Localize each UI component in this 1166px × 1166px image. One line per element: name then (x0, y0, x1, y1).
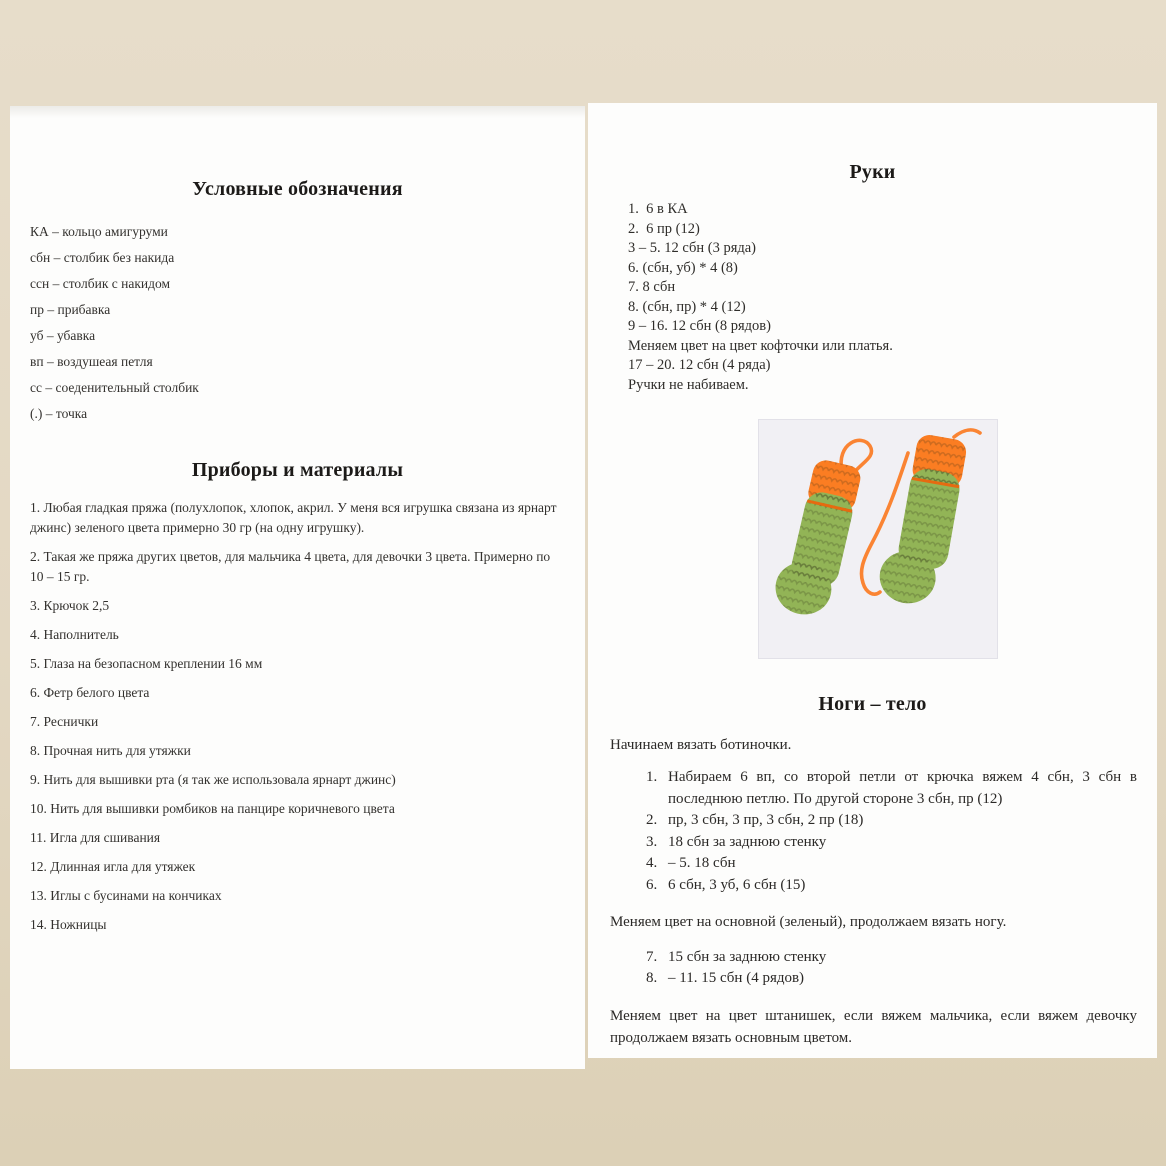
legend-title: Условные обозначения (192, 178, 403, 200)
materials-item: 13. Иглы с бусинами на кончиках (30, 888, 222, 903)
legend-item: сс – соеденительный столбик (30, 380, 199, 395)
legs-color-note-2: Меняем цвет на цвет штанишек, если вяжем мальчика, если вяжем девочку продолжаем вязать основным цветом. (610, 1007, 1137, 1046)
legs-section-title: Ноги – тело (818, 693, 927, 715)
legend-list (10, 219, 585, 427)
step-text: 15 сбн за заднюю стенку (668, 948, 827, 965)
page-right (588, 103, 1157, 1058)
legend-item: пр – прибавка (30, 302, 111, 317)
arms-instruction-line: 17 – 20. 12 сбн (4 ряда) (628, 357, 771, 373)
step-text: пр, 3 сбн, 3 пр, 3 сбн, 2 пр (18) (668, 812, 864, 828)
step-text: 6 сбн, 3 уб, 6 сбн (15) (668, 876, 806, 893)
legend-item: уб – убавка (30, 328, 96, 343)
materials-item: 11. Игла для сшивания (30, 830, 161, 845)
step-text: – 11. 15 сбн (4 рядов) (668, 970, 805, 986)
arms-instruction-line: 7. 8 сбн (628, 279, 676, 295)
step-number: 6. (646, 876, 658, 893)
legs-step (646, 853, 1137, 875)
step-number: 3. (646, 833, 658, 850)
materials-item: 6. Фетр белого цвета (30, 685, 150, 700)
materials-item: 7. Реснички (30, 714, 99, 729)
materials-item: 10. Нить для вышивки ромбиков на панцире коричневого цвета (30, 801, 395, 816)
step-text: 18 сбн за заднюю стенку (668, 833, 827, 850)
step-number: 8. (646, 970, 658, 986)
materials-item: 14. Ножницы (30, 917, 107, 932)
materials-item: 9. Нить для вышивки рта (я так же использовала ярнарт джинс) (30, 772, 396, 787)
materials-item: 8. Прочная нить для утяжки (30, 743, 191, 758)
arms-instruction-line: 1. 6 в КА (628, 201, 688, 217)
arms-section-title: Руки (849, 161, 896, 183)
legend-item: вп – воздушеая петля (30, 354, 153, 369)
legs-step (646, 968, 1137, 990)
legs-step (646, 810, 1137, 832)
materials-item: 1. Любая гладкая пряжа (полухлопок, хлопок, акрил. У меня вся игрушка связана из ярнарт джинс) зеленого цвета примерно 30 гр (на одну игрушку). (30, 500, 557, 535)
arms-instruction-line: 9 – 16. 12 сбн (8 рядов) (628, 318, 771, 334)
legs-color-note-1: Меняем цвет на основной (зеленый), продолжаем вязать ногу. (610, 914, 1007, 930)
materials-item: 4. Наполнитель (30, 627, 119, 642)
step-number: 2. (646, 812, 658, 828)
arms-color-change-note: Меняем цвет на цвет кофточки или платья. (628, 337, 893, 354)
legs-step (646, 832, 1137, 854)
step-number: 7. (646, 948, 658, 965)
arms-instruction-line: 8. (сбн, пр) * 4 (12) (628, 298, 746, 315)
materials-list (10, 498, 585, 935)
arms-instruction-line: 3 – 5. 12 сбн (3 ряда) (628, 240, 757, 256)
legs-step (646, 875, 1137, 897)
materials-item: 3. Крючок 2,5 (30, 598, 110, 613)
legend-item: сбн – столбик без накида (30, 250, 175, 265)
legs-intro: Начинаем вязать ботиночки. (610, 737, 792, 753)
step-text: Набираем 6 вп, со второй петли от крючка вяжем 4 сбн, 3 сбн в последнюю петлю. По другой стороне 3 сбн, пр (12) (668, 769, 1137, 807)
materials-item: 5. Глаза на безопасном креплении 16 мм (30, 656, 263, 671)
page-left (10, 106, 585, 1069)
materials-item: 12. Длинная игла для утяжек (30, 859, 196, 874)
legs-steps-continued (646, 947, 1137, 990)
legend-item: ссн – столбик с накидом (30, 276, 171, 291)
arms-instruction-line: 2. 6 пр (12) (628, 220, 700, 237)
step-number: 4. (646, 855, 658, 871)
legs-step (646, 767, 1137, 810)
materials-item: 2. Такая же пряжа других цветов, для мальчика 4 цвета, для девочки 3 цвета. Примерно по 10 – 15 гр. (30, 549, 551, 584)
crochet-arms-photo (758, 419, 998, 659)
step-number: 1. (646, 769, 658, 785)
arms-instruction-line: 6. (сбн, уб) * 4 (8) (628, 259, 738, 276)
legend-item: КА – кольцо амигуруми (30, 224, 168, 239)
legs-steps (646, 767, 1137, 896)
legs-step (646, 947, 1137, 969)
materials-title: Приборы и материалы (191, 459, 404, 481)
step-text: – 5. 18 сбн (668, 855, 736, 871)
arms-instructions (628, 200, 1137, 395)
arms-no-stuffing-note: Ручки не набиваем. (628, 376, 749, 393)
legend-item: (.) – точка (30, 406, 88, 421)
